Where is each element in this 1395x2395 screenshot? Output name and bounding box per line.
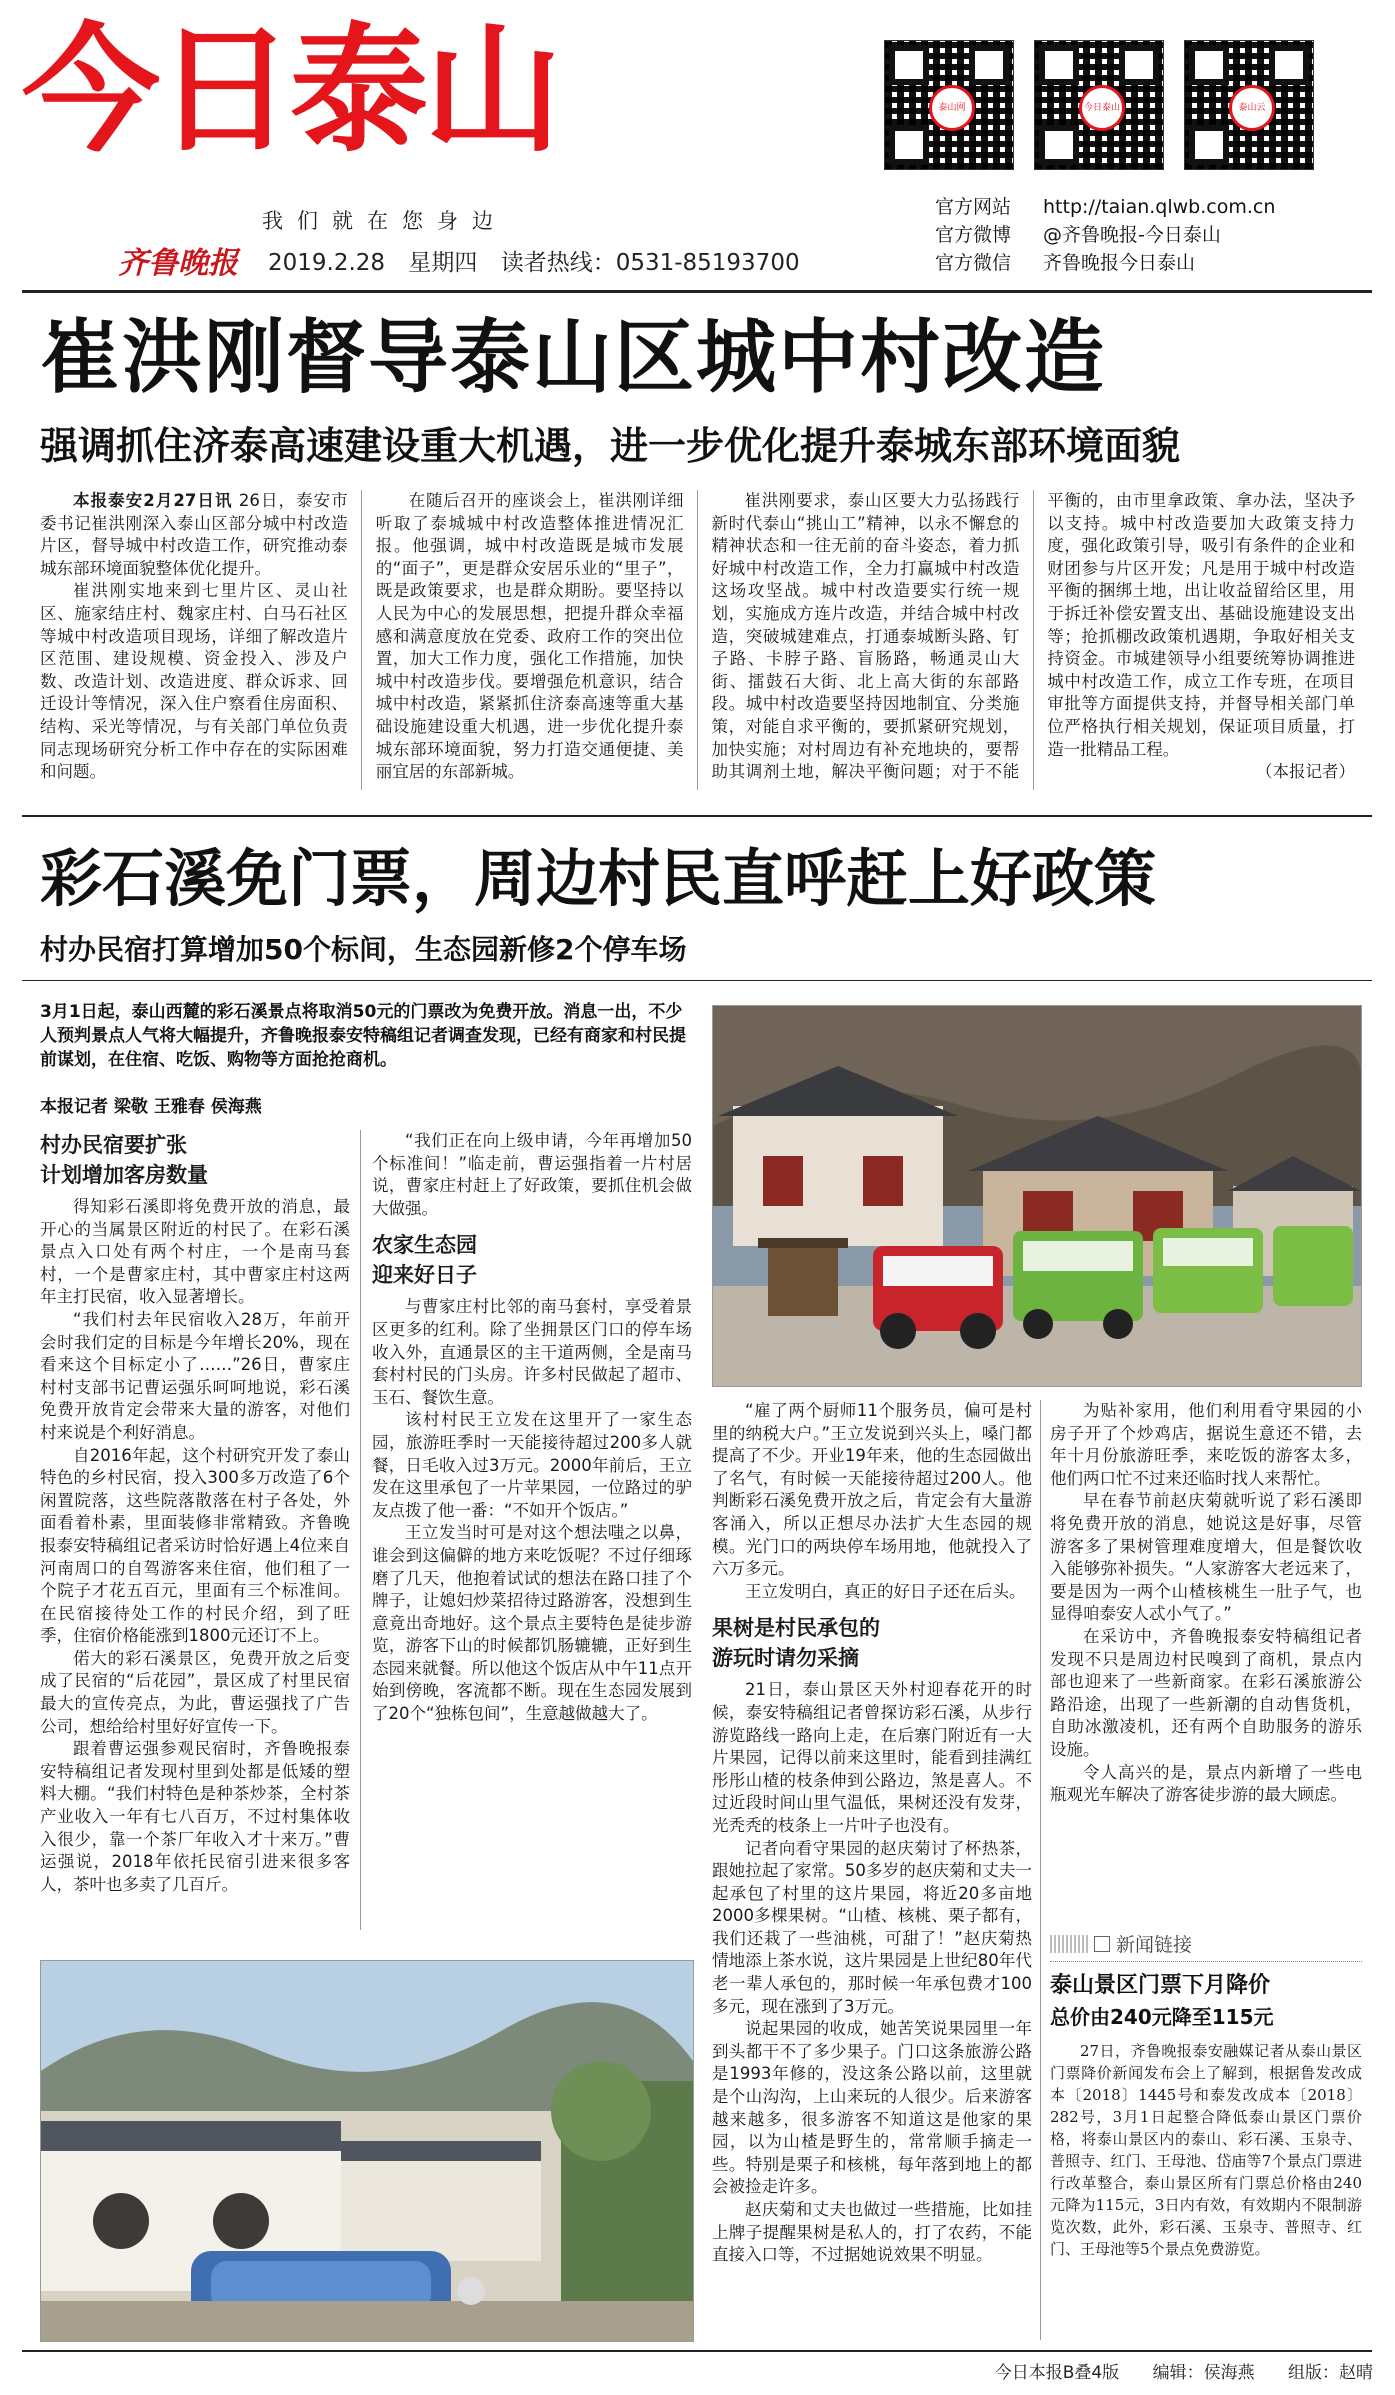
qr-code-icon (1184, 40, 1314, 170)
footer-page: 今日本报B叠4版 (994, 2363, 1120, 2383)
qr-logo-label: 今日泰山 (1079, 85, 1125, 131)
qr-code-icon (1034, 40, 1164, 170)
article1-signoff: （本报记者） (1256, 762, 1355, 782)
section3-heading: 果树是村民承包的 游玩时请勿采摘 (712, 1616, 880, 1671)
issue-date: 2019.2.28 (268, 250, 386, 276)
article2-headline: 彩石溪免门票，周边村民直呼赶上好政策 (40, 842, 1157, 915)
article2-col2: “我们正在向上级申请，今年再增加50个标准间！”临走前，曹运强指着一片村居说，曹家庄村赶上了好政策，要抓住机会做大做强。 农家生态园 迎来好日子 与曹家庄村比邻的南马套村，享受着景区更多的红利。除了坐拥景区门口的停车场收入外，直通景区的主干道两侧，全是南马套村村民的门头房。许多村民做起了超市、玉石、餐饮生意。 该村村民王立发在这里开了一家生态园，旅游旺季时一天能接待超过200多人就餐，日毛收入过3万元。2000年前后，王立发在这里承包了一片苹果园，一位路过的驴友点拨了他一番：“不如开个饭店。” 王立发当时可是对这个想法嗤之以鼻，谁会到这偏僻的地方来吃饭呢？不过仔细琢磨了几天，他抱着试试的想法在路口挂了个牌子，让媳妇炒菜招待过路游客，没想到生意竟出奇地好。这个景点主要特色是徒步游览，游客下山的时候都饥肠辘辘，正好到生态园来就餐。所以他这个饭店从中午11点开始到傍晚，客流都不断。现在生态园发展到了20个“独栋包间”，生意越做越大了。 (372, 1131, 692, 1724)
article2-col4: 为贴补家用，他们利用看守果园的小房子开了个炒鸡店，据说生意还不错，去年十月份旅游旺季，来吃饭的游客太多，他们两口忙不过来还临时找人来帮忙。 早在春节前赵庆菊就听说了彩石溪即将免费开放的消息，她说这是好事，尽管游客多了果树管理难度增大，但是餐饮收入能够弥补损失。“人家游客大老远来了，要是因为一两个山楂核桃生一肚子气，也显得咱泰安人忒小气了。” 在采访中，齐鲁晚报泰安特稿组记者发现不只是周边村民嗅到了商机，景点内部也迎来了一些新商家。在彩石溪旅游公路沿途，出现了一些新潮的自动售货机，自助冰激凌机，还有两个自助服务的游乐设施。 令人高兴的是，景点内新增了一些电瓶观光车解决了游客徒步游的最大顾虑。 (1050, 1401, 1362, 1805)
reader-hotline: 读者热线：0531-85193700 (500, 250, 800, 276)
photo-homestay-courtyard (40, 1960, 694, 2342)
photo-tour-carts (712, 1005, 1362, 1387)
masthead-slogan: 我们就在您身边 (262, 209, 507, 233)
official-weibo: 官方微博 @齐鲁晚报-今日泰山 (935, 224, 1221, 246)
section1-heading: 村办民宿要扩张 计划增加客房数量 (40, 1133, 208, 1187)
news-link-body: 27日，齐鲁晚报泰安融媒记者从泰山景区门票降价新闻发布会上了解到，根据鲁发改成本〔2018〕1445号和泰发改成本〔2018〕282号，3月1日起整合降低泰山景区门票价格，将泰山景区内的泰山、彩石溪、玉泉寺、普照寺、红门、王母池、岱庙等7个景点门票进行改革整合，泰山景区所有门票总价格由240元降为115元，3日内有效，有效期内不限制游览次数，此外，彩石溪、玉泉寺、普照寺、红门、王母池等5个景点免费游览。 (1050, 2042, 1362, 2258)
footer-layout: 组版：赵晴 (1288, 2363, 1373, 2383)
article1-headline: 崔洪刚督导泰山区城中村改造 (40, 311, 1106, 404)
article2-subheadline: 村办民宿打算增加50个标间，生态园新修2个停车场 (40, 933, 687, 966)
qr-code-icon (884, 40, 1014, 170)
section2-heading: 农家生态园 迎来好日子 (372, 1233, 477, 1288)
dateline (268, 244, 816, 277)
article1-body: 本报泰安2月27日讯 26日，泰安市委书记崔洪刚深入泰山区部分城中村改造片区，督导城中村改造工作，研究推动泰城东部环境面貌整体优化提升。 崔洪刚实地来到七里片区、灵山社区、施家结庄村、魏家庄村、白马石社区等城中村改造项目现场，详细了解改造片区范围、建设规模、资金投入、涉及户数、改造计划、改造进度、群众诉求、回迁设计等情况，深入住户察看住房面积、结构、采光等情况，与有关部门单位负责同志现场研究分析工作中存在的实际困难和问题。 在随后召开的座谈会上，崔洪刚详细听取了泰城城中村改造整体推进情况汇报。他强调，城中村改造既是城市发展的“面子”，更是群众安居乐业的“里子”，既是政策要求，也是群众期盼。要坚持以人民为中心的发展思想，把提升群众幸福感和满意度放在党委、政府工作的突出位置，加大工作力度，强化工作措施，加快城中村改造步伐。要增强危机意识，结合城中村改造，紧紧抓住济泰高速等重大基础设施建设重大机遇，进一步优化提升泰城东部环境面貌，努力打造交通便捷、美丽宜居的东部新城。 崔洪刚要求，泰山区要大力弘扬践行新时代泰山“挑山工”精神，以永不懈怠的精神状态和一往无前的奋斗姿态，着力抓好城中村改造工作，全力打赢城中村改造这场攻坚战。城中村改造要实行统一规划，实施成方连片改造，并结合城中村改造，突破城建难点，打通泰城断头路、钉子路、卡脖子路、盲肠路，畅通灵山大街、擂鼓石大街、北上高大街的东部路段。城中村改造要坚持因地制宜、分类施策，对能自求平衡的，要抓紧研究规划，加快实施；对村周边有补充地块的，要帮助其调剂土地，解决平衡问题；对于不能平衡的，由市里拿政策、拿办法，坚决予以支持。城中村改造要加大政策支持力度，强化政策引导，吸引有条件的企业和财团参与片区开发；凡是用于城中村改造平衡的捆绑土地，出让收益留给区里，用于拆迁补偿安置支出、基础设施建设支出等；抢抓棚改政策机遇期，争取好相关支持资金。市城建领导小组要统筹协调推进城中村改造工作，成立工作专班，在项目审批等方面提供支持，并督导相关部门单位严格执行相关规划，保证项目质量，打造一批精品工程。 （本报记者） (40, 490, 1355, 790)
news-link-box (1050, 1930, 1362, 2260)
article1-subheadline: 强调抓住济泰高速建设重大机遇，进一步优化提升泰城东部环境面貌 (40, 424, 1181, 468)
issue-weekday: 星期四 (408, 250, 478, 276)
section-divider (22, 980, 1372, 981)
official-wechat: 官方微信 齐鲁晚报今日泰山 (935, 252, 1196, 274)
section-divider (22, 815, 1372, 817)
column-divider (360, 1130, 361, 1930)
masthead-divider (22, 290, 1372, 293)
qr-logo-label: 泰山网 (929, 85, 975, 131)
page-footer (967, 2358, 1373, 2383)
article2-col1: 村办民宿要扩张 计划增加客房数量 得知彩石溪即将免费开放的消息，最开心的当属景区附近的村民了。在彩石溪景点入口处有两个村庄，一个是南马套村，一个是曹家庄村，其中曹家庄村这两年主打民宿，收入显著增长。 “我们村去年民宿收入28万，年前开会时我们定的目标是今年增长20%，现在看来这个目标定小了……”26日，曹家庄村村支部书记曹运强乐呵呵地说，彩石溪免费开放肯定会带来大量的游客，对他们村来说是个利好消息。 自2016年起，这个村研究开发了泰山特色的乡村民宿，投入300多万改造了6个闲置院落，这些院落散落在村子各处，外面看着朴素，里面装修非常精致。齐鲁晚报泰安特稿组记者采访时恰好遇上4位来自河南周口的自驾游客来住宿，他们租了一个院子才花五百元，里面有三个标准间。在民宿接待处工作的村民介绍，到了旺季，住宿价格能涨到1800元还订不上。 偌大的彩石溪景区，免费开放之后变成了民宿的“后花园”，景区成了村里民宿最大的宣传亮点，为此，曹运强找了广告公司，想给给村里好好宣传一下。 跟着曹运强参观民宿时，齐鲁晚报泰安特稿组记者发现村里到处都是低矮的塑料大棚。“我们村特色是种茶炒茶，全村茶产业收入一年有七八百万，不过村集体收入很少，靠一个茶厂年收入才十来万。”曹运强说，2018年依托民宿引进来很多客人，茶叶也多卖了几百斤。 (40, 1130, 350, 1896)
paper-name-logo: 齐鲁晚报 (118, 246, 238, 281)
qr-logo-label: 泰山云 (1229, 85, 1275, 131)
news-link-title: 泰山景区门票下月降价 (1050, 1973, 1271, 1998)
official-website: 官方网站 http://taian.qlwb.com.cn (935, 196, 1276, 218)
pattern-bar-icon (1050, 1935, 1088, 1953)
article2-col3: “雇了两个厨师11个服务员，偏可是村里的纳税大户。”王立发说到兴头上，嗓门都提高了不少。开业19年来，他的生态园做出了名气，有时候一天能接待超过200人。他判断彩石溪免费开放之后，肯定会有大量游客涌入，所以正想尽办法扩大生态园的规模。光门口的两块停车场用地，他就投入了六万多元。 王立发明白，真正的好日子还在后头。 果树是村民承包的 游玩时请勿采摘 21日，泰山景区天外村迎春花开的时候，泰安特稿组记者曾探访彩石溪，从步行游览路线一路向上走，在后寨门附近有一大片果园，记得以前来这里时，能看到挂满红彤彤山楂的枝条伸到公路边，煞是喜人。不过近段时间山里气温低，果树还没有发芽，光秃秃的枝条上一片叶子也没有。 记者向看守果园的赵庆菊讨了杯热茶，跟她拉起了家常。50多岁的赵庆菊和丈夫一起承包了村里的这片果园，将近20多亩地2000多棵果树。“山楂、核桃、栗子都有，我们还栽了一些油桃，可甜了！”赵庆菊热情地添上茶水说，这片果园是上世纪80年代老一辈人承包的，那时候一年承包费才100多元，现在涨到了3万元。 说起果园的收成，她苦笑说果园里一年到头都干不了多少果子。门口这条旅游公路是1993年修的，没这条公路以前，这里就是个山沟沟，上山来玩的人很少。后来游客越来越多，很多游客不知道这是他家的果园，以为山楂是野生的，常常顺手摘走一些。特别是栗子和核桃，每年落到地上的都会被捡走许多。 赵庆菊和丈夫也做过一些措施，比如挂上牌子提醒果树是私人的，打了农药，不能直接入口等，不过据她说效果不明显。 (712, 1401, 1032, 2265)
square-icon (1094, 1936, 1110, 1952)
article2-lead: 3月1日起，泰山西麓的彩石溪景点将取消50元的门票改为免费开放。消息一出，不少人预判景点人气将大幅提升，齐鲁晚报泰安特稿组记者调查发现，已经有商家和村民提前谋划，在住宿、吃饭、购物等方面抢抢商机。 (40, 1002, 686, 1070)
news-link-subtitle: 总价由240元降至115元 (1050, 2005, 1274, 2029)
article2-byline: 本报记者 梁敬 王雅春 侯海燕 (40, 1097, 262, 1117)
column-divider (1040, 1400, 1041, 2340)
footer-divider (22, 2350, 1372, 2352)
masthead-title: 今日泰山 (22, 10, 559, 171)
footer-editor: 编辑：侯海燕 (1152, 2363, 1255, 2383)
news-link-tag: 新闻链接 (1050, 1930, 1362, 1962)
